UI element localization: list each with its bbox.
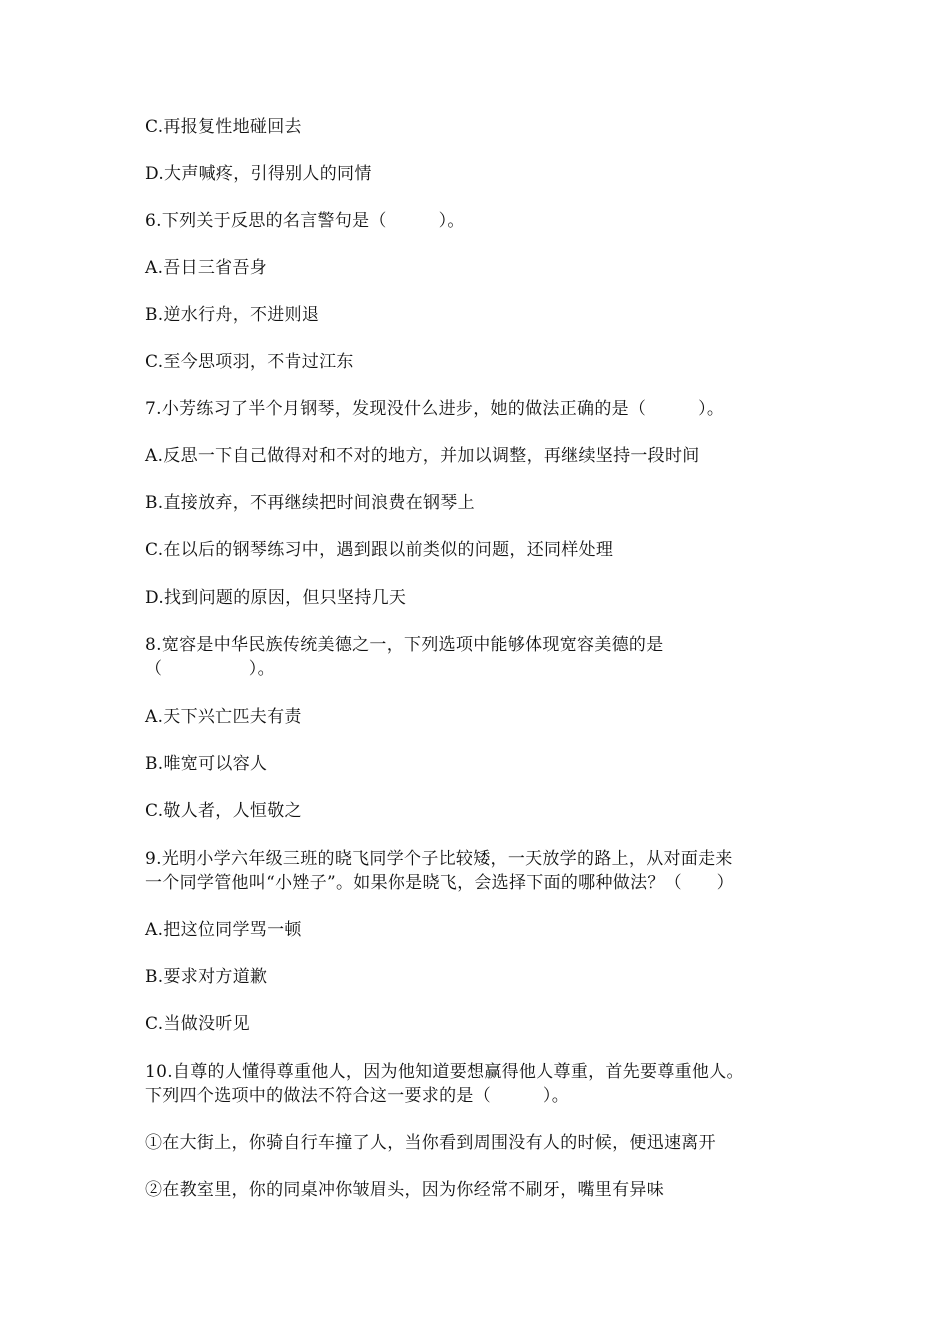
option-8a: A.天下兴亡匹夫有责 [145,707,302,727]
question-10-line1: 10.自尊的人懂得尊重他人，因为他知道要想赢得他人尊重，首先要尊重他人。 [145,1062,744,1082]
option-9a: A.把这位同学骂一顿 [145,920,302,940]
option-5d: D.大声喊疼，引得别人的同情 [145,164,372,184]
option-6c: C.至今思项羽，不肯过江东 [145,352,354,372]
option-5c: C.再报复性地碰回去 [145,117,302,137]
option-7c: C.在以后的钢琴练习中，遇到跟以前类似的问题，还同样处理 [145,540,614,560]
question-6: 6.下列关于反思的名言警句是（ ）。 [145,211,465,231]
statement-10-2: ②在教室里，你的同桌冲你皱眉头，因为你经常不刷牙，嘴里有异味 [145,1180,664,1200]
question-9-line1: 9.光明小学六年级三班的晓飞同学个子比较矮，一天放学的路上，从对面走来 [145,849,733,869]
option-7d: D.找到问题的原因，但只坚持几天 [145,588,407,608]
option-7a: A.反思一下自己做得对和不对的地方，并加以调整，再继续坚持一段时间 [145,446,700,466]
statement-10-1: ①在大街上，你骑自行车撞了人，当你看到周围没有人的时候，便迅速离开 [145,1133,716,1153]
option-8b: B.唯宽可以容人 [145,754,268,774]
option-9b: B.要求对方道歉 [145,967,268,987]
question-8-line2: （ ）。 [145,659,275,679]
question-7: 7.小芳练习了半个月钢琴，发现没什么进步，她的做法正确的是（ ）。 [145,399,725,419]
option-6a: A.吾日三省吾身 [145,258,268,278]
question-8-line1: 8.宽容是中华民族传统美德之一，下列选项中能够体现宽容美德的是 [145,635,664,655]
option-9c: C.当做没听见 [145,1014,250,1034]
option-6b: B.逆水行舟，不进则退 [145,305,320,325]
question-10-line2: 下列四个选项中的做法不符合这一要求的是（ ）。 [145,1086,569,1106]
option-7b: B.直接放弃，不再继续把时间浪费在钢琴上 [145,493,475,513]
option-8c: C.敬人者，人恒敬之 [145,801,302,821]
question-9-line2: 一个同学管他叫“小矬子”。如果你是晓飞，会选择下面的哪种做法？（ ） [145,873,734,893]
